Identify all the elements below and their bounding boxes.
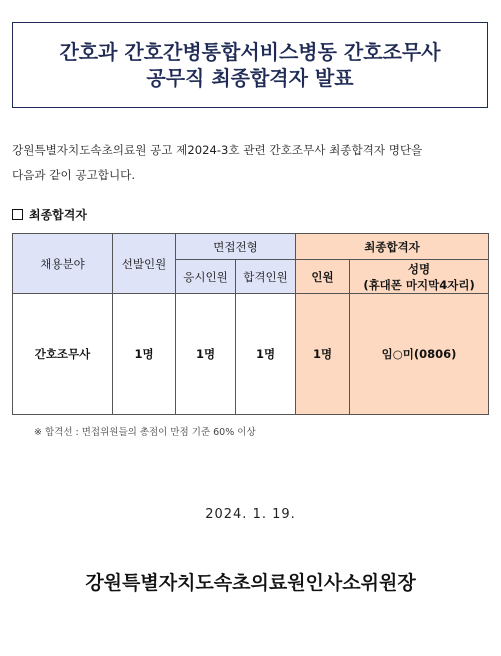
title-line-1: 간호과 간호간병통합서비스병동 간호조무사 — [59, 40, 441, 64]
cell-field: 간호조무사 — [13, 294, 113, 415]
header-name-line2: (휴대폰 마지막4자리) — [363, 277, 475, 292]
announcement-date: 2024. 1. 19. — [205, 507, 296, 522]
header-field: 채용분야 — [13, 234, 113, 294]
cell-applicants: 1명 — [176, 294, 236, 415]
title-line-2: 공무직 최종합격자 발표 — [146, 66, 354, 90]
intro-paragraph — [12, 138, 492, 188]
header-selected: 선발인원 — [113, 234, 176, 294]
table-row — [13, 294, 489, 415]
passing-criteria-note: ※ 합격선 : 면접위원들의 총점이 만점 기준 60% 이상 — [34, 427, 256, 438]
header-count: 인원 — [296, 260, 350, 294]
header-row-1 — [13, 234, 489, 260]
cell-passed: 1명 — [236, 294, 296, 415]
header-name-line1: 성명 — [407, 261, 431, 276]
square-bullet-icon — [12, 209, 23, 220]
cell-count: 1명 — [296, 294, 350, 415]
section-heading — [12, 206, 87, 223]
results-table — [12, 233, 489, 415]
announcement-title — [12, 22, 488, 108]
header-passed: 합격인원 — [236, 260, 296, 294]
issuer-signature: 강원특별자치도속초의료원인사소위원장 — [85, 572, 416, 594]
cell-selected: 1명 — [113, 294, 176, 415]
intro-line-2: 다음과 같이 공고합니다. — [12, 168, 136, 182]
header-final: 최종합격자 — [296, 234, 489, 260]
cell-name: 임○미(0806) — [350, 294, 489, 415]
header-interview: 면접전형 — [176, 234, 296, 260]
header-applicants: 응시인원 — [176, 260, 236, 294]
intro-line-1: 강원특별자치도속초의료원 공고 제2024-3호 관련 간호조무사 최종합격자 명단을 — [12, 143, 423, 157]
header-name — [350, 260, 489, 294]
section-label: 최종합격자 — [29, 208, 87, 222]
